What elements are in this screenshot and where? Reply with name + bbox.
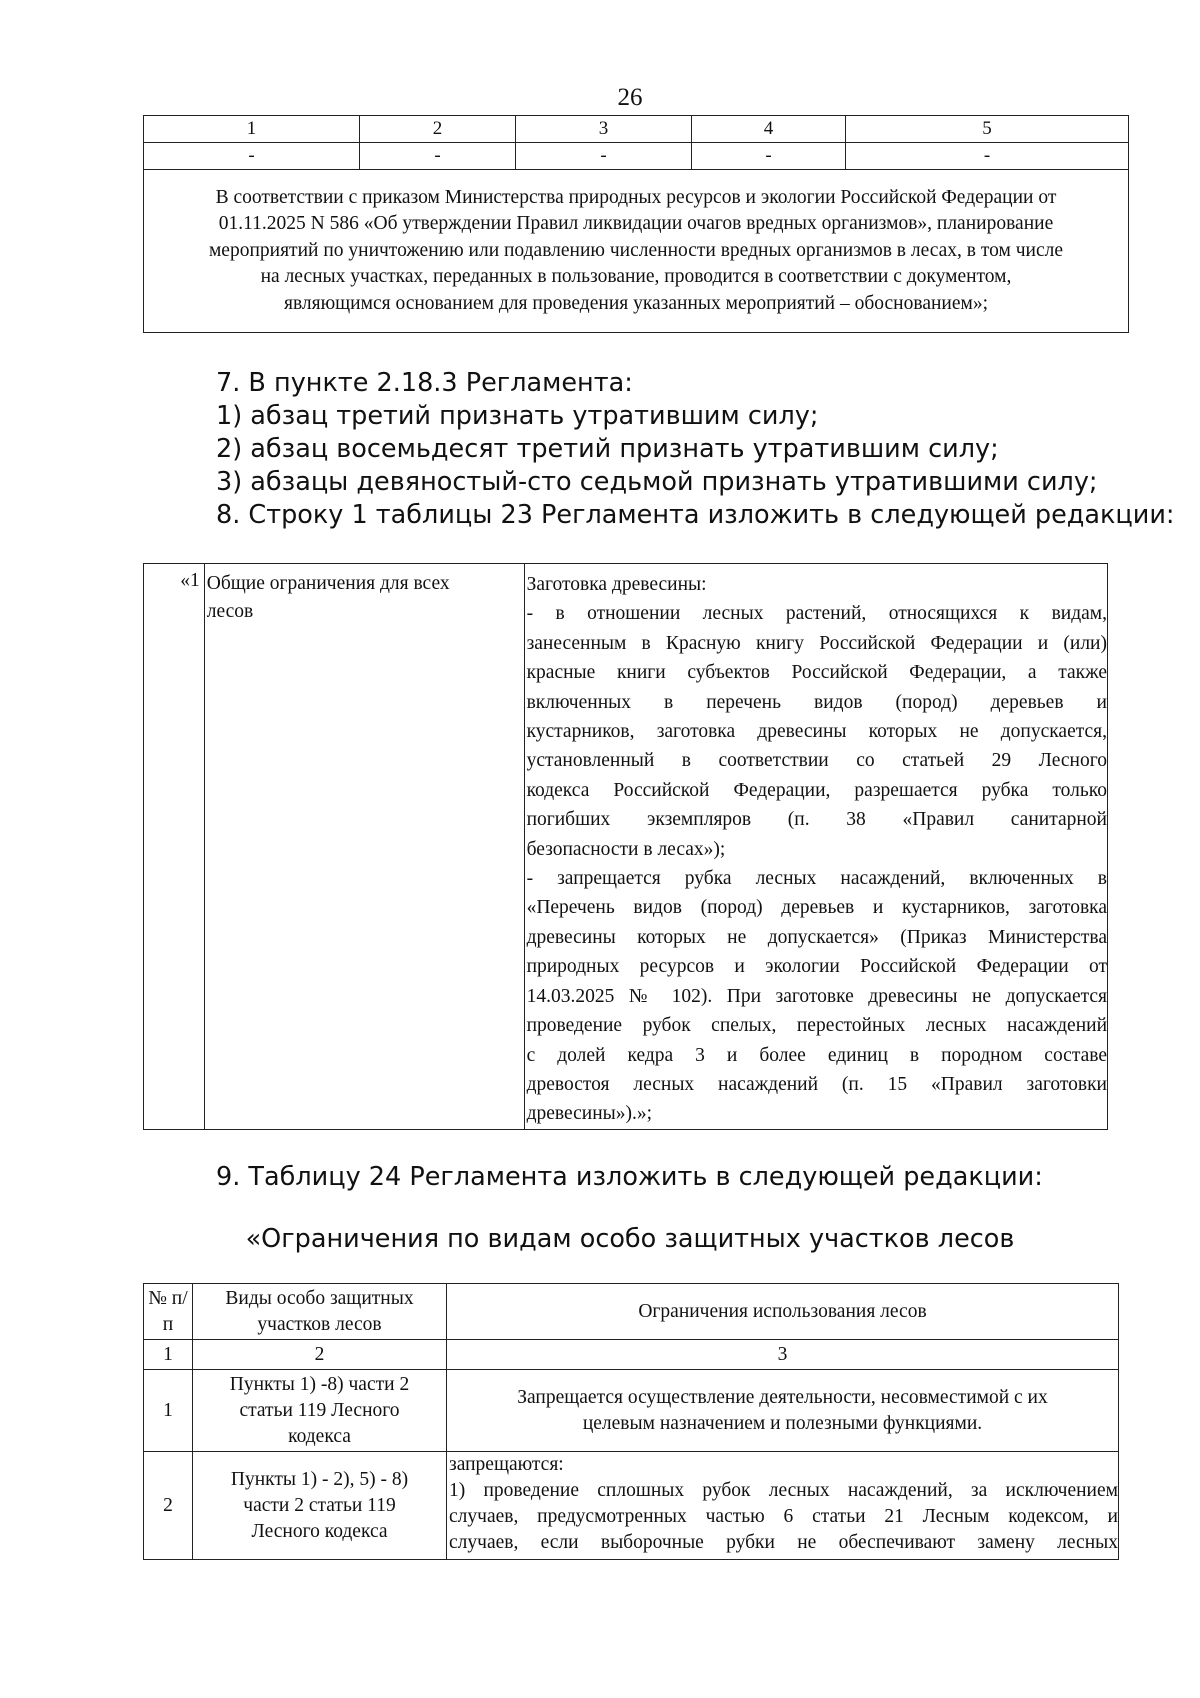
table-cell: - [360,143,516,170]
text-line: - в отношении лесных растений, относящихся к видам, [526,603,1107,625]
header-number: № п/п [144,1284,193,1340]
text-line: погибших экземпляров (п. 38 «Правил санитарной [526,809,1107,831]
table-cell: - [692,143,846,170]
index-cell: 1 [144,1340,193,1370]
table-row [144,1452,1119,1560]
row-limits [447,1452,1119,1560]
text-line: древесины которых не допускается» (Приказ Министерства [526,926,1107,948]
note-line: на лесных участках, переданных в пользование, проводится в соответствии с документом, [260,266,1012,288]
index-cell: 3 [447,1340,1119,1370]
note-line: В соответствии с приказом Министерства природных ресурсов и экологии Российской Федерации от [215,186,1057,208]
table-24 [143,1283,1119,1560]
paragraph-7-1: 1) абзац третий признать утратившим силу; [216,401,819,431]
table-continuation [143,115,1129,333]
paragraph-7: 7. В пункте 2.18.3 Регламента: [216,368,633,398]
table-cell: - [144,143,360,170]
restriction-text [524,564,1107,1130]
limits-line: случаев, если выборочные рубки не обеспечивают замену лесных [449,1532,1118,1553]
paragraph-7-2: 2) абзац восемьдесят третий признать утратившим силу; [216,434,999,464]
row-number: «1 [144,564,205,1130]
text-line: с долей кедра 3 и более единиц в породном составе [526,1044,1107,1066]
table-index-row [144,1340,1119,1370]
text-line: Заготовка древесины: [526,574,707,595]
row-limits [447,1370,1119,1452]
header-cell: 4 [692,116,846,143]
text-line: древостоя лесных насаждений (п. 15 «Правил заготовки [526,1073,1107,1095]
note-line: мероприятий по уничтожению или подавлению численности вредных организмов в лесах, в том числе [208,239,1064,261]
index-cell: 2 [193,1340,447,1370]
text-line: установленный в соответствии со статьей 29 Лесного [526,750,1107,772]
name-line: лесов [206,601,254,622]
text-line: занесенным в Красную книгу Российской Федерации и (или) [526,632,1107,654]
row-kind: Пункты 1) - 2), 5) - 8) части 2 статьи 119 Лесного кодекса [193,1452,447,1560]
header-limits: Ограничения использования лесов [447,1284,1119,1340]
restriction-name [204,564,524,1130]
paragraph-7-3: 3) абзацы девяностый-сто седьмой признать утратившими силу; [216,467,1098,497]
text-line: кодекса Российской Федерации, разрешается рубка только [526,779,1107,801]
header-cell: 3 [516,116,692,143]
text-line: древесины»).»; [526,1103,653,1125]
paragraph-8: 8. Строку 1 таблицы 23 Регламента изложить в следующей редакции: [216,500,1175,530]
table-24-title: «Ограничения по видам особо защитных участков лесов [245,1224,1015,1254]
text-line: безопасности в лесах»); [526,838,726,860]
table-note-row [144,170,1129,333]
text-line: кустарников, заготовка древесины которых не допускается, [526,721,1107,743]
text-line: красные книги субъектов Российской Федерации, а также [526,662,1107,684]
text-line: «Перечень видов (пород) деревьев и кустарников, заготовка [526,897,1107,919]
table-note [144,170,1129,333]
note-line: являющимся основанием для проведения указанных мероприятий – обоснованием»; [283,292,989,314]
table-header-row [144,1284,1119,1340]
table-23-row-1 [143,563,1108,1130]
text-line: - запрещается рубка лесных насаждений, включенных в [526,868,1107,890]
limits-line: 1) проведение сплошных рубок лесных насаждений, за исключением [449,1480,1118,1501]
table-cell: - [516,143,692,170]
row-kind: Пункты 1) -8) части 2 статьи 119 Лесного кодекса [193,1370,447,1452]
row-number: 2 [144,1452,193,1560]
header-cell: 1 [144,116,360,143]
header-cell: 2 [360,116,516,143]
page-number: 26 [617,84,643,111]
limits-line: Запрещается осуществление деятельности, несовместимой с их [517,1386,1048,1408]
paragraph-9: 9. Таблицу 24 Регламента изложить в следующей редакции: [216,1162,1043,1192]
text-line: 14.03.2025 № 102). При заготовке древесины не допускается [526,985,1107,1007]
table-row [144,143,1129,170]
text-line: проведение рубок спелых, перестойных лесных насаждений [526,1015,1107,1037]
table-header-row [144,116,1129,143]
row-number: 1 [144,1370,193,1452]
table-row [144,564,1108,1130]
limits-line: целевым назначением и полезными функциями. [582,1412,983,1434]
note-line: 01.11.2025 N 586 «Об утверждении Правил ликвидации очагов вредных организмов», планирование [218,213,1054,235]
limits-line: случаев, предусмотренных частью 6 статьи 21 Лесным кодексом, и [449,1506,1118,1527]
table-cell: - [846,143,1129,170]
limits-line: запрещаются: [449,1454,564,1475]
header-cell: 5 [846,116,1129,143]
header-kind: Виды особо защитных участков лесов [193,1284,447,1340]
table-row [144,1370,1119,1452]
name-line: Общие ограничения для всех [206,573,450,594]
text-line: природных ресурсов и экологии Российской Федерации от [526,956,1107,978]
text-line: включенных в перечень видов (пород) деревьев и [526,691,1107,713]
